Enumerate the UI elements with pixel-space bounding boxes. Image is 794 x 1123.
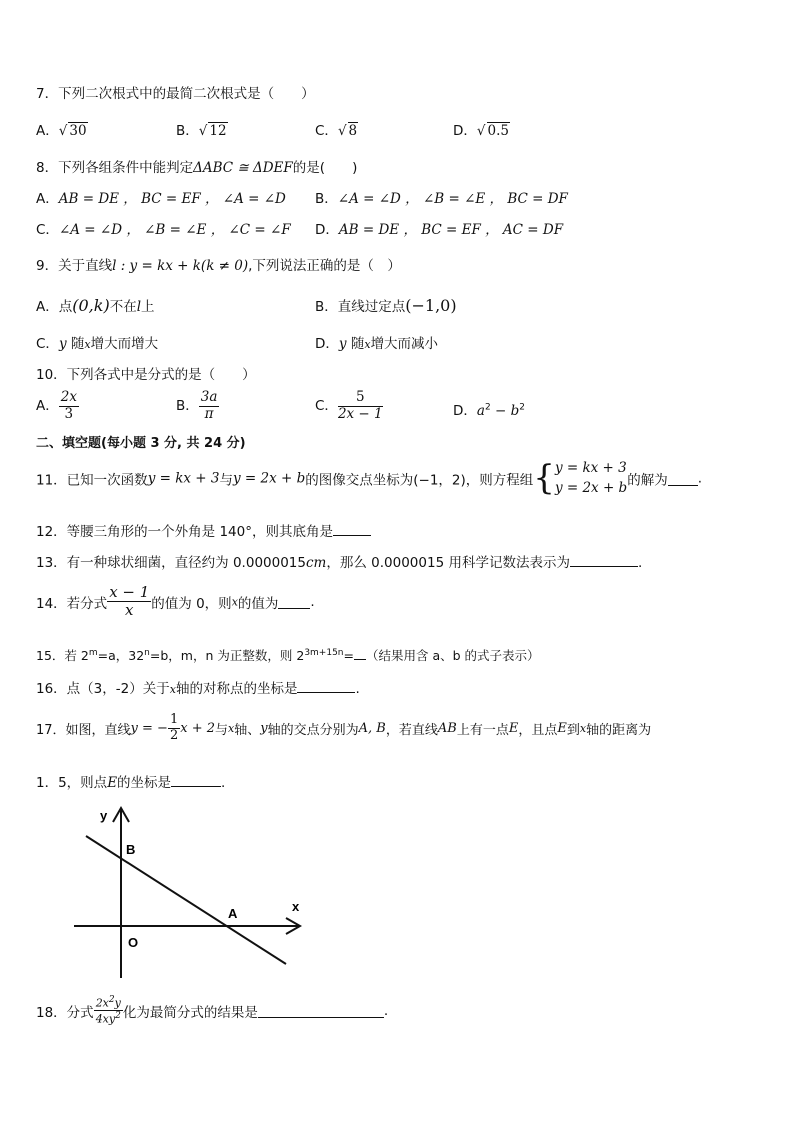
q7-option-c: C．√ 8 — [315, 123, 358, 139]
q10-stem: 10．下列各式中是分式的是（ ） — [36, 367, 256, 383]
q14: 14．若分式 $\frac{x - 1}{x}$ 的值为 0，则x的值为 . — [36, 583, 315, 620]
q16-answer-blank[interactable] — [297, 678, 355, 693]
q17-figure — [60, 800, 320, 985]
q7-option-b: B．√ 12 — [176, 123, 227, 139]
q14-answer-blank[interactable] — [278, 594, 310, 609]
q8-option-b: B．∠A = ∠D ， ∠B = ∠E ， BC = DF — [315, 191, 568, 207]
line-ab — [86, 836, 286, 964]
q9-stem: 9．关于直线l : y = kx + k(k ≠ 0),下列说法正确的是（ ） — [36, 258, 401, 274]
q8-stem: 8．下列各组条件中能判定ΔABC ≅ ΔDEF的是( ) — [36, 160, 358, 176]
q13: 13．有一种球状细菌，直径约为 0.0000015cm，那么 0.0000015 用科学记数法表示为 . — [36, 551, 642, 571]
q8-option-d: D．AB = DE ， BC = EF ， AC = DF — [315, 222, 564, 238]
q10-option-d: D．$a^2 - b^2$ — [453, 402, 525, 419]
q17-answer-blank[interactable] — [171, 772, 221, 787]
q8-option-a: A．AB = DE ， BC = EF ， ∠A = ∠D — [36, 191, 286, 207]
q9-option-d: D．y 随x增大而减小 — [315, 336, 439, 352]
point-b-label: B — [126, 842, 136, 857]
y-axis-label: y — [100, 808, 108, 823]
q8-option-c: C．∠A = ∠D ， ∠B = ∠E ， ∠C = ∠F — [36, 222, 291, 238]
x-axis-label: x — [292, 899, 300, 914]
q7-option-a: A．√ 30 — [36, 123, 87, 139]
q10-option-c: C． $\frac{5}{2x - 1}$ — [315, 389, 383, 422]
q13-answer-blank[interactable] — [570, 552, 638, 567]
q7-stem: 7．下列二次根式中的最简二次根式是（ ） — [36, 86, 315, 102]
point-a-label: A — [228, 906, 238, 921]
q18: 18．分式 $\frac{2x^2y}{4xy^2}$ 化为最简分式的结果是 . — [36, 995, 389, 1026]
q9-option-a: A．点(0,k)不在l上 — [36, 296, 155, 315]
q12: 12．等腰三角形的一个外角是 140°，则其底角是 — [36, 520, 371, 540]
q16: 16．点（3，-2）关于x轴的对称点的坐标是 . — [36, 677, 360, 697]
q11: 11．已知一次函数y = kx + 3与y = 2x + b的图像交点坐标为(−1，2)，则方程组{ y = kx + 3 y = 2x + b 的解为 . — [36, 458, 702, 499]
q10-option-a: A． $\frac{2x}{3}$ — [36, 389, 77, 422]
q10-option-b: B． $\frac{3a}{\pi}$ — [176, 389, 218, 422]
q11-answer-blank[interactable] — [668, 471, 698, 486]
origin-label: O — [128, 935, 139, 950]
q17-line2: 1．5，则点E的坐标是 . — [36, 771, 225, 791]
q9-option-b: B．直线过定点(−1,0) — [315, 296, 457, 315]
section-fill-in-title: 二、填空题(每小题 3 分, 共 24 分) — [36, 436, 246, 451]
q12-answer-blank[interactable] — [333, 521, 371, 536]
q18-answer-blank[interactable] — [258, 1003, 384, 1018]
q15: 15．若 $2^m=a$，$32^n=b$，m，n 为正整数，则 $2^{3m+15n}=$ （结果用含 a、b 的式子表示） — [36, 645, 540, 664]
q15-answer-blank[interactable] — [354, 645, 366, 660]
q9-option-c: C．y 随x增大而增大 — [36, 336, 159, 352]
q17-line1: 17．如图，直线y = − $\frac{1}{2}$ x + 2与x轴、y轴的交点分别为A, B，若直线AB上有一点E，且点E到x轴的距离为 — [36, 712, 652, 743]
q7-option-d: D．√ 0.5 — [453, 123, 509, 139]
system-brace: { — [533, 458, 555, 499]
